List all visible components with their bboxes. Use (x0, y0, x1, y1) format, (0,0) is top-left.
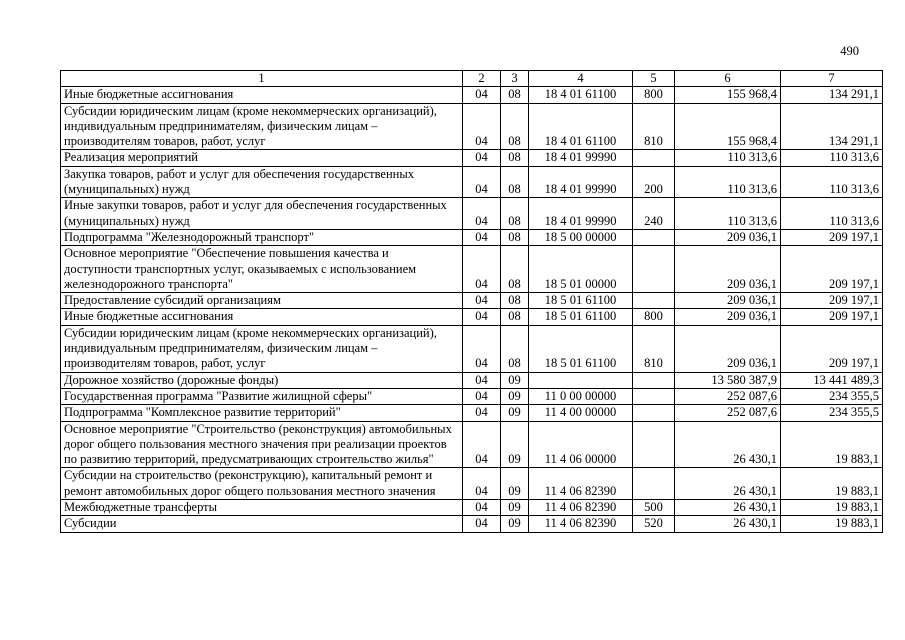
row-amount-year2: 209 197,1 (781, 229, 883, 245)
row-target-code: 18 4 01 61100 (529, 103, 633, 150)
row-section: 04 (463, 388, 501, 404)
row-expense-type: 810 (633, 103, 675, 150)
col-header-5: 5 (633, 71, 675, 87)
row-subsection: 09 (501, 388, 529, 404)
row-subsection: 09 (501, 516, 529, 532)
row-target-code: 18 5 01 61100 (529, 293, 633, 309)
row-name: Субсидии юридическим лицам (кроме некоммерческих организаций), индивидуальным предпринимателям, физическим лицам – производителям товаров, работ, услуг (61, 103, 463, 150)
table-row (61, 516, 883, 532)
table-row (61, 309, 883, 325)
row-name: Реализация мероприятий (61, 150, 463, 166)
row-expense-type (633, 421, 675, 468)
row-subsection: 09 (501, 405, 529, 421)
row-amount-year2: 134 291,1 (781, 103, 883, 150)
col-header-2: 2 (463, 71, 501, 87)
row-amount-year2: 19 883,1 (781, 516, 883, 532)
row-section: 04 (463, 372, 501, 388)
row-name: Субсидии юридическим лицам (кроме некоммерческих организаций), индивидуальным предпринимателям, физическим лицам – производителям товаров, работ, услуг (61, 325, 463, 372)
row-target-code: 18 5 00 00000 (529, 229, 633, 245)
row-subsection: 08 (501, 325, 529, 372)
table-row (61, 198, 883, 230)
row-section: 04 (463, 246, 501, 293)
row-section: 04 (463, 103, 501, 150)
row-section: 04 (463, 421, 501, 468)
row-section: 04 (463, 405, 501, 421)
row-expense-type (633, 229, 675, 245)
row-section: 04 (463, 229, 501, 245)
row-amount-year2: 209 197,1 (781, 309, 883, 325)
row-expense-type: 240 (633, 198, 675, 230)
row-amount-year2: 134 291,1 (781, 87, 883, 103)
row-target-code: 11 0 00 00000 (529, 388, 633, 404)
row-amount-year2: 19 883,1 (781, 500, 883, 516)
row-target-code: 18 5 01 61100 (529, 325, 633, 372)
table-row (61, 103, 883, 150)
table-row (61, 468, 883, 500)
table-row (61, 405, 883, 421)
row-name: Подпрограмма "Комплексное развитие территорий" (61, 405, 463, 421)
row-section: 04 (463, 150, 501, 166)
row-target-code: 11 4 06 00000 (529, 421, 633, 468)
row-name: Подпрограмма "Железнодорожный транспорт" (61, 229, 463, 245)
table-header-row (61, 71, 883, 87)
row-subsection: 08 (501, 87, 529, 103)
row-amount-year1: 209 036,1 (675, 309, 781, 325)
row-amount-year1: 110 313,6 (675, 198, 781, 230)
row-target-code: 18 4 01 61100 (529, 87, 633, 103)
row-expense-type (633, 246, 675, 293)
row-subsection: 08 (501, 293, 529, 309)
row-subsection: 08 (501, 309, 529, 325)
row-name: Государственная программа "Развитие жилищной сферы" (61, 388, 463, 404)
row-target-code: 11 4 06 82390 (529, 516, 633, 532)
row-name: Основное мероприятие "Строительство (реконструкция) автомобильных дорог общего пользования местного значения при реализации проектов по развитию территорий, предусматривающих строительство жилья" (61, 421, 463, 468)
row-section: 04 (463, 516, 501, 532)
row-expense-type (633, 468, 675, 500)
row-name: Дорожное хозяйство (дорожные фонды) (61, 372, 463, 388)
table-row (61, 87, 883, 103)
row-name: Межбюджетные трансферты (61, 500, 463, 516)
row-name: Иные бюджетные ассигнования (61, 87, 463, 103)
row-amount-year1: 110 313,6 (675, 166, 781, 198)
row-target-code: 18 4 01 99990 (529, 150, 633, 166)
row-section: 04 (463, 500, 501, 516)
page-number: 490 (840, 44, 859, 58)
row-subsection: 08 (501, 229, 529, 245)
row-expense-type (633, 150, 675, 166)
row-amount-year2: 234 355,5 (781, 405, 883, 421)
row-target-code: 18 4 01 99990 (529, 198, 633, 230)
col-header-3: 3 (501, 71, 529, 87)
table-row (61, 325, 883, 372)
row-amount-year2: 209 197,1 (781, 293, 883, 309)
row-amount-year2: 19 883,1 (781, 468, 883, 500)
row-amount-year1: 209 036,1 (675, 293, 781, 309)
col-header-6: 6 (675, 71, 781, 87)
row-expense-type: 200 (633, 166, 675, 198)
row-name: Закупка товаров, работ и услуг для обеспечения государственных (муниципальных) нужд (61, 166, 463, 198)
table-row (61, 421, 883, 468)
row-amount-year2: 209 197,1 (781, 325, 883, 372)
col-header-1: 1 (61, 71, 463, 87)
table-row (61, 500, 883, 516)
row-amount-year2: 19 883,1 (781, 421, 883, 468)
table-row (61, 372, 883, 388)
row-subsection: 09 (501, 500, 529, 516)
row-subsection: 09 (501, 468, 529, 500)
table-row (61, 388, 883, 404)
row-expense-type (633, 372, 675, 388)
row-name: Иные бюджетные ассигнования (61, 309, 463, 325)
table-row (61, 166, 883, 198)
row-expense-type (633, 388, 675, 404)
row-amount-year1: 13 580 387,9 (675, 372, 781, 388)
row-expense-type: 800 (633, 87, 675, 103)
row-target-code: 11 4 00 00000 (529, 405, 633, 421)
row-name: Иные закупки товаров, работ и услуг для обеспечения государственных (муниципальных) нужд (61, 198, 463, 230)
row-name: Основное мероприятие "Обеспечение повышения качества и доступности транспортных услуг, оказываемых с использованием железнодорожного транспорта" (61, 246, 463, 293)
row-section: 04 (463, 293, 501, 309)
row-expense-type (633, 293, 675, 309)
row-expense-type: 500 (633, 500, 675, 516)
row-amount-year1: 209 036,1 (675, 246, 781, 293)
row-amount-year1: 155 968,4 (675, 103, 781, 150)
row-amount-year1: 252 087,6 (675, 388, 781, 404)
row-amount-year2: 234 355,5 (781, 388, 883, 404)
col-header-7: 7 (781, 71, 883, 87)
row-section: 04 (463, 468, 501, 500)
row-amount-year1: 155 968,4 (675, 87, 781, 103)
row-target-code: 18 4 01 99990 (529, 166, 633, 198)
row-section: 04 (463, 87, 501, 103)
row-section: 04 (463, 325, 501, 372)
row-amount-year2: 110 313,6 (781, 150, 883, 166)
row-expense-type (633, 405, 675, 421)
col-header-4: 4 (529, 71, 633, 87)
budget-table (60, 70, 883, 533)
row-target-code: 18 5 01 61100 (529, 309, 633, 325)
row-target-code (529, 372, 633, 388)
row-subsection: 08 (501, 198, 529, 230)
row-target-code: 11 4 06 82390 (529, 500, 633, 516)
row-section: 04 (463, 166, 501, 198)
row-expense-type: 800 (633, 309, 675, 325)
row-amount-year1: 26 430,1 (675, 468, 781, 500)
table-row (61, 246, 883, 293)
row-amount-year1: 252 087,6 (675, 405, 781, 421)
row-amount-year2: 209 197,1 (781, 246, 883, 293)
row-amount-year1: 209 036,1 (675, 325, 781, 372)
row-amount-year2: 110 313,6 (781, 198, 883, 230)
row-name: Субсидии на строительство (реконструкцию), капитальный ремонт и ремонт автомобильных дорог общего пользования местного значения (61, 468, 463, 500)
row-amount-year1: 26 430,1 (675, 421, 781, 468)
row-amount-year1: 110 313,6 (675, 150, 781, 166)
row-section: 04 (463, 198, 501, 230)
row-amount-year1: 209 036,1 (675, 229, 781, 245)
row-amount-year1: 26 430,1 (675, 516, 781, 532)
row-subsection: 09 (501, 421, 529, 468)
row-subsection: 08 (501, 103, 529, 150)
row-name: Субсидии (61, 516, 463, 532)
row-amount-year2: 110 313,6 (781, 166, 883, 198)
row-target-code: 18 5 01 00000 (529, 246, 633, 293)
row-subsection: 09 (501, 372, 529, 388)
row-subsection: 08 (501, 150, 529, 166)
row-target-code: 11 4 06 82390 (529, 468, 633, 500)
table-row (61, 293, 883, 309)
row-amount-year1: 26 430,1 (675, 500, 781, 516)
row-subsection: 08 (501, 166, 529, 198)
row-subsection: 08 (501, 246, 529, 293)
row-expense-type: 810 (633, 325, 675, 372)
row-amount-year2: 13 441 489,3 (781, 372, 883, 388)
row-name: Предоставление субсидий организациям (61, 293, 463, 309)
row-section: 04 (463, 309, 501, 325)
table-row (61, 229, 883, 245)
table-row (61, 150, 883, 166)
row-expense-type: 520 (633, 516, 675, 532)
